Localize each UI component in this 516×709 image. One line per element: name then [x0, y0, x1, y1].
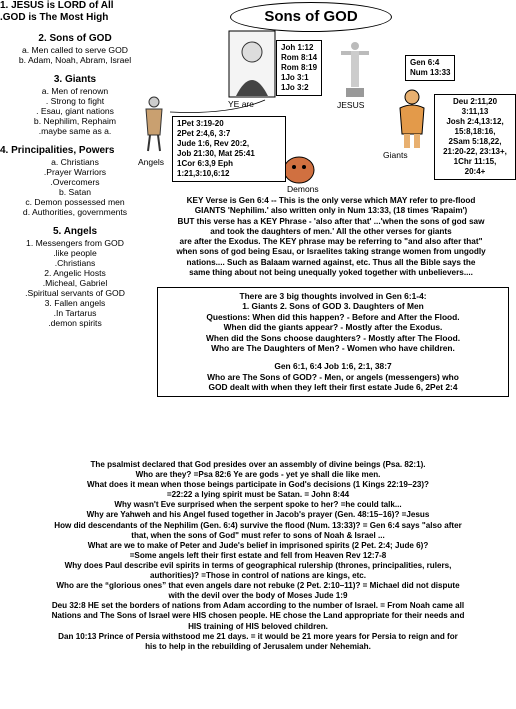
- paragraph-line: nations.... Such as Balaam warned against, etc. Thus all the Bible says the: [186, 257, 476, 267]
- box-line: When did the giants appear? - Mostly after the Exodus.: [223, 322, 443, 333]
- christ-statue-illustration: [340, 38, 370, 98]
- outline-section-title: 3. Giants: [53, 74, 97, 85]
- giant-illustration: [392, 88, 432, 150]
- box-line: Who are The Daughters of Men? - Women who have children.: [211, 343, 455, 354]
- outline-heading-1b: .GOD is The Most High: [0, 12, 109, 23]
- verse-ref: Jude 1:6, Rev 20:2,: [177, 139, 250, 148]
- verse-box-gen: [405, 55, 455, 81]
- qa-line: with the devil over the body of Moses Jude 1:9: [168, 591, 348, 601]
- verse-ref: 1Cor 6:3,9 Eph: [177, 159, 234, 168]
- qa-line: Why does Paul describe evil spirits in terms of geographical rulership (thrones, principalities, rulers,: [64, 560, 452, 570]
- outline-item: a. Christians: [51, 157, 99, 167]
- paragraph-line: GIANTS 'Nephilim.' also written only in Num 13:33, (18 times 'Rapaim'): [194, 206, 468, 216]
- outline-item: .In Tartarus: [53, 308, 97, 318]
- questions-answers-block: [4, 460, 512, 652]
- verse-box-giants: [434, 94, 516, 180]
- outline-item: a. Men of renown: [41, 86, 109, 96]
- box-line: There are 3 big thoughts involved in Gen 6:1-4:: [239, 291, 427, 301]
- outline-item: b. Adam, Noah, Abram, Israel: [18, 55, 132, 65]
- outline-item: a. Men called to serve GOD: [21, 45, 129, 55]
- outline-item: .Spiritual servants of GOD: [25, 288, 125, 298]
- box-line: GOD dealt with when they left their first estate Jude 6, 2Pet 2:4: [208, 382, 458, 393]
- verse-ref: 15:8,18:16,: [454, 127, 496, 136]
- verse-ref: Rom 8:19: [281, 63, 318, 72]
- qa-line: Who are the “glorious ones” that even angels dare not rebuke (2 Pet. 2:10–11)? = Michael did not dispute: [56, 581, 460, 591]
- verse-ref: 20:4+: [464, 167, 486, 176]
- box-line: Gen 6:1, 6:4 Job 1:6, 2:1, 38:7: [274, 361, 392, 372]
- verse-ref: 1Pet 3:19-20: [177, 119, 224, 128]
- outline-section-2: [0, 33, 150, 65]
- paragraph-line: same thing about not being unequally yoked together with unbelievers....: [189, 268, 473, 278]
- verse-ref: 2Sam 5:18,22,: [448, 137, 502, 146]
- outline-item: .Micheal, Gabriel: [42, 278, 108, 288]
- label-angels: Angels: [138, 157, 164, 167]
- qa-line: How did descendants of the Nephilim (Gen. 6:4) survive the flood (Num. 13:33)? = Gen 6:4 says "also after: [54, 520, 462, 530]
- qa-line: Why are Yahweh and his Angel fused together in Jacob's prayer (Gen. 48:15–16)? =Jesus: [86, 510, 430, 520]
- ye-are-connector: [150, 60, 270, 120]
- box-line: Who are The Sons of GOD? - Men, or angels (messengers) who: [207, 371, 459, 382]
- outline-heading-1: 1. JESUS is LORD of All: [0, 0, 114, 11]
- qa-line: The psalmist declared that God presides over an assembly of divine beings (Psa. 82:1).: [90, 460, 426, 469]
- qa-line: Dan 10:13 Prince of Persia withstood me 21 days. = it would be 21 more years for Persia to reign and for: [58, 631, 458, 641]
- outline-item: .demon spirits: [48, 318, 102, 328]
- qa-line: Nations and The Sons of Israel were HIS chosen people. HE chose the Land appropriate for their needs and: [51, 611, 465, 621]
- outline-section-title: 5. Angels: [52, 226, 98, 237]
- paragraph-line: when sons of god being Esau, or Israelites taking strange women from ungodly: [176, 247, 486, 257]
- verse-ref: Num 13:33: [410, 68, 451, 77]
- verse-ref: 1:21,3:10,6:12: [177, 169, 230, 178]
- verse-ref: 21:20-22, 23:13+,: [443, 147, 507, 156]
- outline-section-title: 2. Sons of GOD: [38, 33, 112, 44]
- qa-line: =22:22 a lying spirit must be Satan. = John 8:44: [166, 490, 350, 500]
- qa-line: What are we to make of Peter and Jude's belief in imprisoned spirits (2 Pet. 2:4; Jude 6)?: [87, 540, 429, 550]
- outline-section-title: 4. Principalities, Powers: [0, 145, 115, 156]
- verse-ref: 1Chr 11:15,: [453, 157, 497, 166]
- outline-item: .Prayer Warriors: [43, 167, 107, 177]
- verse-box-fallen: [172, 116, 286, 182]
- verse-ref: Josh 2:4,13:12,: [446, 117, 504, 126]
- outline-item: . Esau, giant nations: [36, 106, 114, 116]
- verse-ref: Job 21:30, Mat 25:41: [177, 149, 255, 158]
- qa-line: that, when the sons of God" must refer to sons of Noah & Israel ...: [131, 530, 385, 540]
- outline-item: .Christians: [54, 258, 96, 268]
- label-ye-are: YE are: [228, 99, 254, 109]
- key-verse-paragraph: [150, 196, 512, 278]
- verse-ref: Deu 2:11,20: [452, 97, 498, 106]
- outline-section-5: [0, 226, 150, 328]
- qa-line: his to help in the rebuilding of Jerusalem under Nehemiah.: [145, 641, 371, 651]
- label-giants: Giants: [383, 150, 408, 160]
- qa-line: Who are they? =Psa 82:6 Ye are gods - yet ye shall die like men.: [135, 470, 381, 480]
- outline-item: .Overcomers: [50, 177, 100, 187]
- outline-item: 3. Fallen angels: [44, 298, 106, 308]
- paragraph-line: and took the daughters of men.' All the other verses for giants: [210, 226, 452, 236]
- qa-line: Why wasn't Eve surprised when the serpent spoke to her? =he could talk...: [114, 500, 402, 510]
- verse-ref: 1Jo 3:1: [281, 73, 309, 82]
- paragraph-line: KEY Verse is Gen 6:4 -- This is the only verse which MAY refer to pre-flood: [186, 196, 476, 205]
- paragraph-line: are after the Exodus. The KEY phrase may be referring to "and also after that": [179, 237, 483, 247]
- verse-ref: Rom 8:14: [281, 53, 318, 62]
- qa-line: What does it mean when those beings participate in God's decisions (1 Kings 22:19–23)?: [87, 480, 429, 490]
- outline-item: d. Authorities, governments: [22, 207, 128, 217]
- outline-section-4: [0, 145, 150, 217]
- qa-line: Deu 32:8 HE set the borders of nations from Adam according to the number of Israel. = From Noah came all: [51, 601, 465, 611]
- box-line: 1. Giants 2. Sons of GOD 3. Daughters of Men: [242, 301, 424, 312]
- box-line: When did the Sons choose daughters? - Mostly after The Flood.: [205, 332, 461, 343]
- box-line: [164, 353, 502, 361]
- qa-line: HIS training of HIS beloved children.: [188, 621, 328, 631]
- outline-item: c. Demon possessed men: [25, 197, 125, 207]
- verse-ref: 1Jo 3:2: [281, 83, 309, 92]
- outline-item: . Strong to fight: [45, 96, 105, 106]
- qa-line: =Some angels left their first estate and fell from Heaven Rev 12:7-8: [129, 550, 387, 560]
- paragraph-line: BUT this verse has a KEY Phrase - 'also after that' ...'when the sons of god saw: [177, 216, 485, 226]
- outline-item: 2. Angelic Hosts: [44, 268, 106, 278]
- verse-ref: Gen 6:4: [410, 58, 440, 67]
- label-jesus: JESUS: [337, 100, 365, 110]
- verse-box-sons: [276, 40, 322, 96]
- verse-ref: Joh 1:12: [281, 43, 314, 52]
- qa-line: authorities)? =Those in control of nations are kings, etc.: [149, 571, 367, 581]
- outline-column: [0, 0, 150, 328]
- outline-item: .like people: [53, 248, 97, 258]
- outline-item: .maybe same as a.: [38, 126, 112, 136]
- page-title: Sons of GOD: [230, 2, 392, 32]
- outline-item: b. Nephilim, Rephaim: [33, 116, 117, 126]
- outline-section-3: [0, 74, 150, 136]
- box-line: Questions: When did this happen? - Before and After the Flood.: [206, 311, 460, 322]
- gen6-thoughts-box: [157, 287, 509, 397]
- verse-ref: 3:11,13: [461, 107, 489, 116]
- outline-item: 1. Messengers from GOD: [26, 238, 124, 248]
- verse-ref: 2Pet 2:4,6, 3:7: [177, 129, 231, 138]
- demon-illustration: [282, 150, 316, 186]
- outline-item: b. Satan: [58, 187, 91, 197]
- label-demons: Demons: [287, 184, 319, 194]
